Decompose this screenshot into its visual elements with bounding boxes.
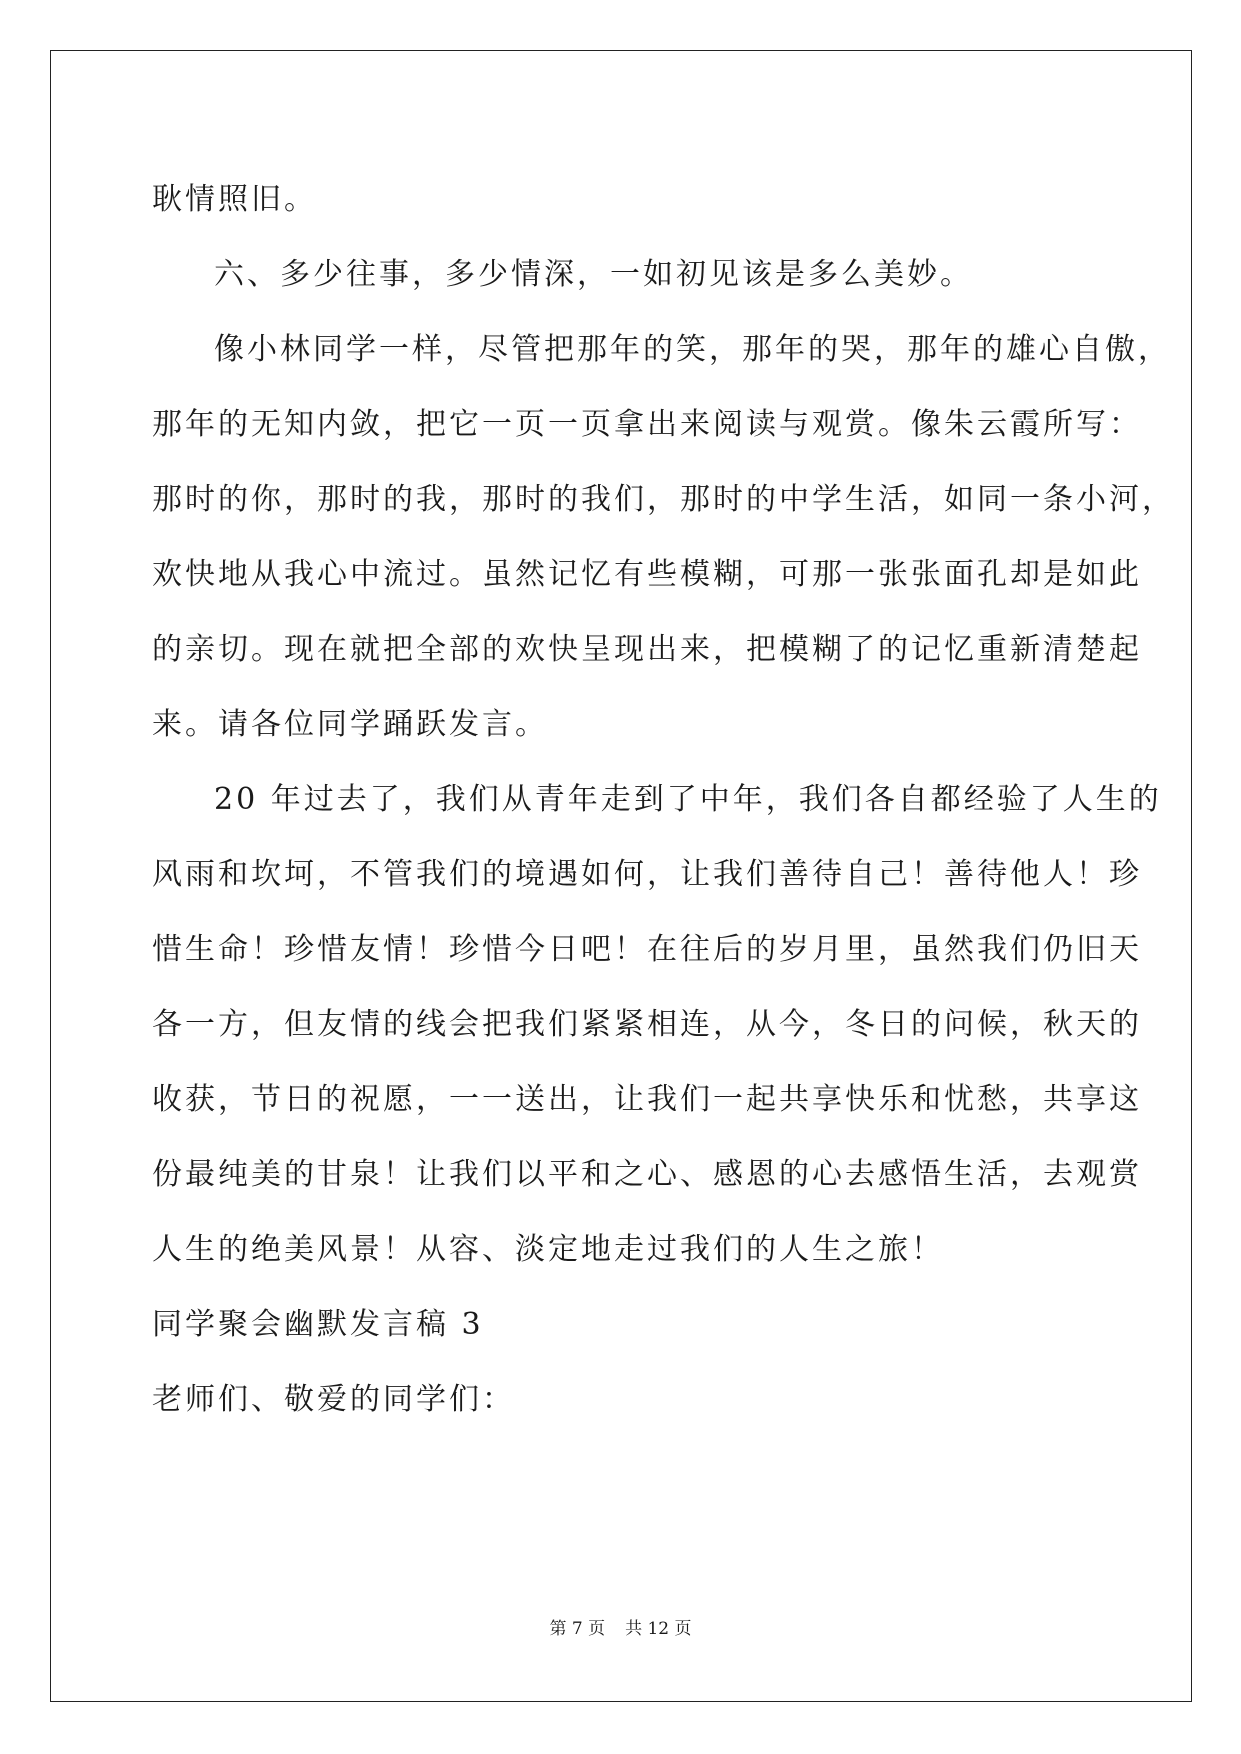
text-line: 耿情照旧。 (152, 182, 317, 217)
text-line: 欢快地从我心中流过。虽然记忆有些模糊，可那一张张面孔却是如此 (152, 557, 1142, 592)
text-line: 像小林同学一样，尽管把那年的笑，那年的哭，那年的雄心自傲， (214, 332, 1171, 367)
document-body (152, 162, 1175, 1437)
text-line: 那年的无知内敛，把它一页一页拿出来阅读与观赏。像朱云霞所写： (152, 407, 1142, 442)
text-line: 风雨和坎坷，不管我们的境遇如何，让我们善待自己！善待他人！珍 (152, 857, 1142, 892)
page-footer (0, 1617, 1241, 1641)
text-line: 收获，节日的祝愿，一一送出，让我们一起共享快乐和忧愁，共享这 (152, 1082, 1142, 1117)
page-number: 第 7 页 (549, 1619, 606, 1639)
text-line: 六、多少往事，多少情深，一如初见该是多么美妙。 (214, 257, 973, 292)
page-total: 共 12 页 (625, 1619, 692, 1639)
text-line: 各一方，但友情的线会把我们紧紧相连，从今，冬日的问候，秋天的 (152, 1007, 1142, 1042)
text-line: 的亲切。现在就把全部的欢快呈现出来，把模糊了的记忆重新清楚起 (152, 632, 1142, 667)
text-line: 来。请各位同学踊跃发言。 (152, 707, 548, 742)
text-line: 那时的你，那时的我，那时的我们，那时的中学生活，如同一条小河， (152, 482, 1175, 517)
section-heading: 同学聚会幽默发言稿 3 (152, 1307, 484, 1342)
text-line: 人生的绝美风景！从容、淡定地走过我们的人生之旅！ (152, 1232, 944, 1267)
text-line: 20 年过去了，我们从青年走到了中年，我们各自都经验了人生的 (214, 782, 1162, 817)
salutation: 老师们、敬爱的同学们： (152, 1382, 515, 1417)
text-line: 份最纯美的甘泉！让我们以平和之心、感恩的心去感悟生活，去观赏 (152, 1157, 1142, 1192)
text-line: 惜生命！珍惜友情！珍惜今日吧！在往后的岁月里，虽然我们仍旧天 (152, 932, 1142, 967)
